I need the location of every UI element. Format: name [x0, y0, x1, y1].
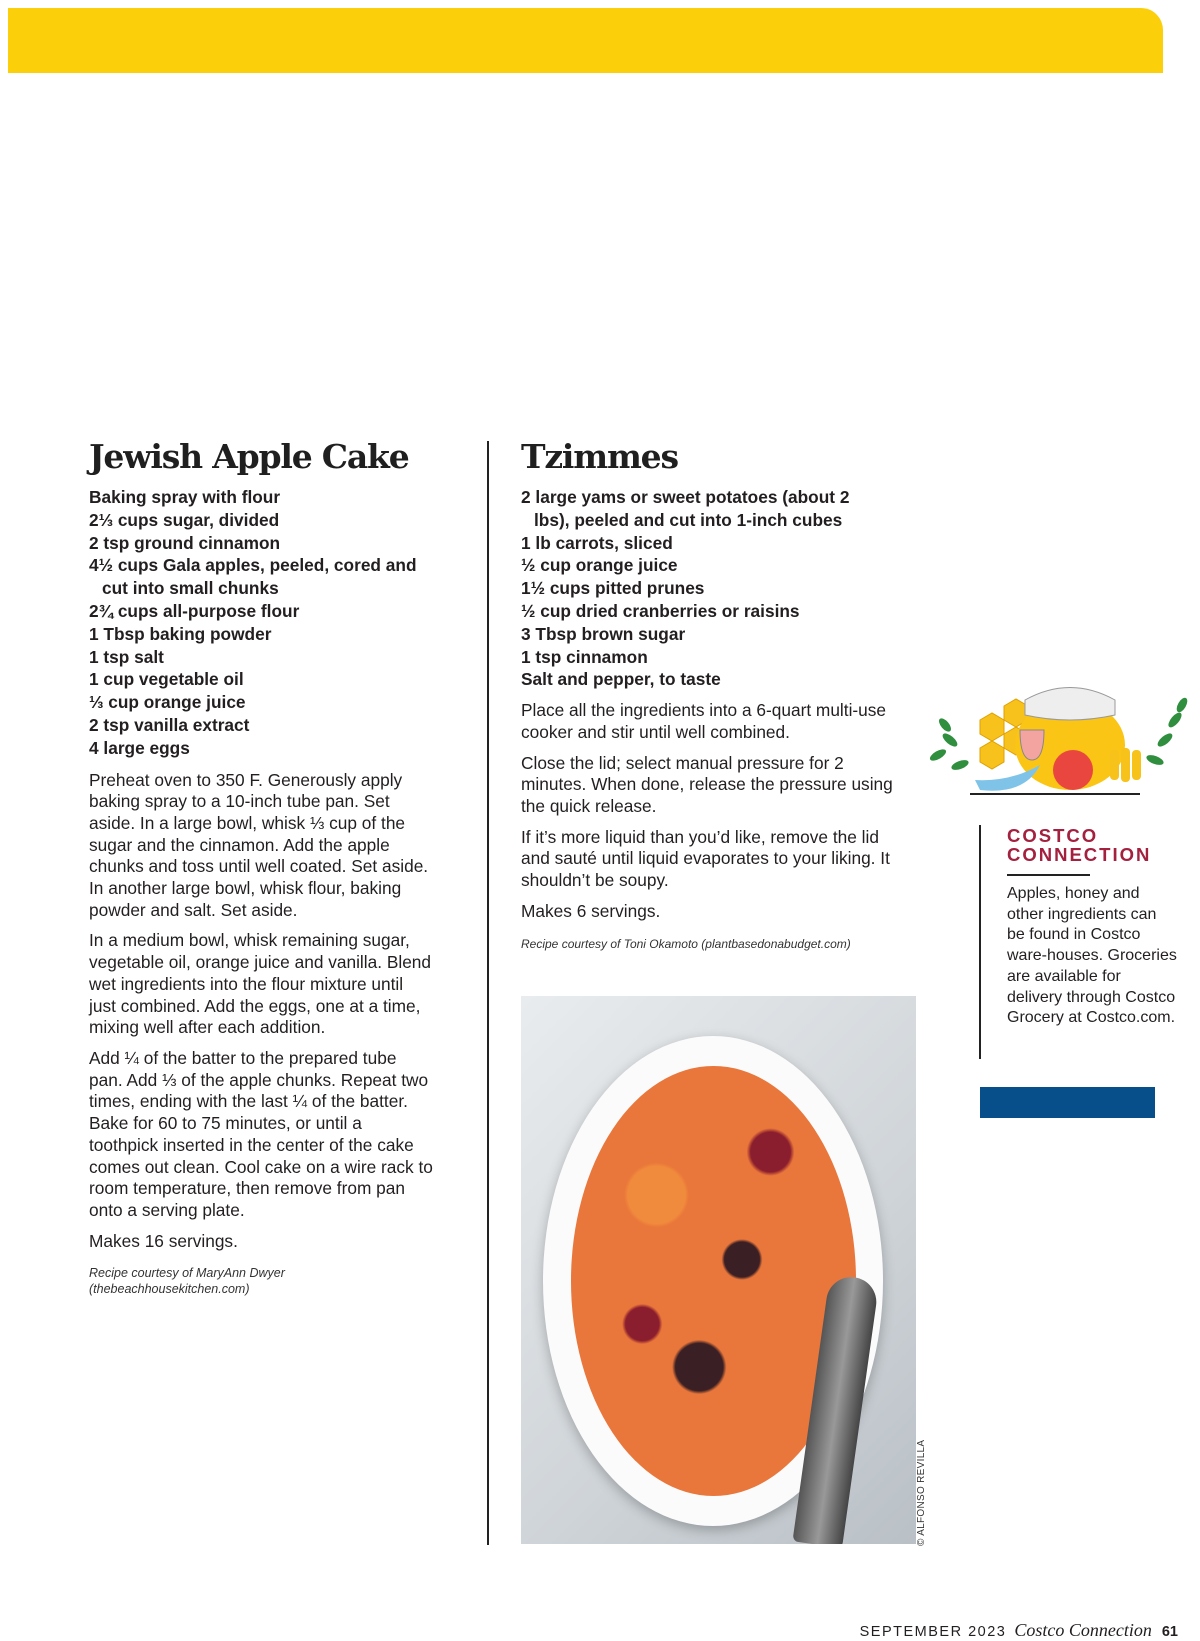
sidebar-rule — [979, 825, 981, 1059]
recipe-title: Jewish Apple Cake — [89, 437, 409, 476]
sidebar-heading — [1007, 826, 1177, 864]
tzimmes-photo — [521, 996, 916, 1544]
ingredient: 1 tsp salt — [89, 646, 164, 667]
ingredient: 4 large eggs — [89, 737, 190, 758]
ingredient: 1½ cups pitted prunes — [521, 578, 705, 599]
ingredient: 2⅓ cups sugar, divided — [89, 509, 280, 530]
instruction-step: Preheat oven to 350 F. Generously apply baking spray to a 10-inch tube pan. Set aside. In a large bowl, whisk ⅓ cup of the sugar and the cinnamon. Add the apple chunks and toss until well coated. Set aside. In another large bowl, whisk flour, baking powder and salt. Set aside. — [89, 769, 429, 920]
ingredient: 4½ cups Gala apples, peeled, cored and cut into small chunks — [89, 555, 417, 599]
instruction-step: Close the lid; select manual pressure for 2 minutes. When done, release the pressure using the quick release. — [521, 752, 893, 816]
ingredient: Baking spray with flour — [89, 487, 281, 507]
recipe-yield: Makes 6 servings. — [521, 900, 661, 921]
yellow-header-banner — [8, 8, 1163, 73]
instruction-step: If it’s more liquid than you’d like, remove the lid and sauté until liquid evaporates to your liking. It shouldn’t be soupy. — [521, 826, 890, 891]
sidebar-body: Apples, honey and other ingredients can be found in Costco ware-houses. Groceries are available for delivery through Costco Grocery at Costco.com. — [1007, 885, 1177, 1027]
ingredient: 1 Tbsp baking powder — [89, 623, 272, 644]
apple-icon — [1053, 750, 1093, 790]
credit-url: (thebeachhousekitchen.com) — [89, 1282, 250, 1297]
ingredient: 2 tsp ground cinnamon — [89, 532, 281, 553]
instruction-step: Add ¼ of the batter to the prepared tube pan. Add ⅓ of the apple chunks. Repeat two times, ending with the last ¼ of the batter. Bake for 60 to 75 minutes, or until a toothpick inserted in the center of the cake comes out clean. Cool cake on a wire rack to room temperature, then remove from pan onto a serving plate. — [89, 1048, 433, 1220]
ingredient-list — [521, 486, 866, 691]
ingredient: 3 Tbsp brown sugar — [521, 623, 686, 644]
recipe-yield: Makes 16 servings. — [89, 1230, 238, 1251]
credit-line: Recipe courtesy of MaryAnn Dwyer — [89, 1266, 285, 1281]
honey-dipper-icon — [1110, 748, 1141, 782]
ingredient: 1 tsp cinnamon — [521, 646, 648, 667]
magazine-name: Costco Connection — [1014, 1620, 1152, 1640]
heading-line: CONNECTION — [1007, 844, 1152, 865]
recipe-title: Tzimmes — [521, 437, 678, 476]
ingredient: 2 large yams or sweet potatoes (about 2 lbs), peeled and cut into 1-inch cubes — [521, 487, 850, 530]
blue-accent-bar — [980, 1087, 1155, 1118]
instruction-step: In a medium bowl, whisk remaining sugar, vegetable oil, orange juice and vanilla. Blend wet ingredients into the flour mixture until just combined. Add the eggs, one at a time, mixing well after each addition. — [89, 930, 432, 1038]
column-divider — [487, 441, 489, 1545]
costco-connection-sidebar — [1007, 826, 1177, 1029]
ingredient: 2¾ cups all-purpose flour — [89, 600, 300, 621]
recipe-credit — [89, 1265, 434, 1297]
recipe-credit: Recipe courtesy of Toni Okamoto (plantbasedonabudget.com) — [521, 936, 851, 951]
photo-credit: © ALFONSO REVILLA — [916, 1439, 927, 1546]
ingredient: ⅓ cup orange juice — [89, 692, 246, 713]
ingredient: 2 tsp vanilla extract — [89, 714, 250, 735]
apple-cake-recipe — [89, 437, 434, 1297]
instruction-step: Place all the ingredients into a 6-quart multi-use cooker and stir until well combined. — [521, 700, 887, 742]
ingredient: Salt and pepper, to taste — [521, 669, 721, 690]
ingredient-list — [89, 486, 434, 760]
page-number: 61 — [1161, 1624, 1178, 1640]
ingredient: 1 lb carrots, sliced — [521, 532, 673, 553]
tzimmes-recipe — [521, 437, 916, 952]
heading-line: COSTCO — [1007, 825, 1099, 846]
issue-date: SEPTEMBER 2023 — [859, 1624, 1007, 1640]
ingredient: ½ cup dried cranberries or raisins — [521, 600, 800, 621]
page-footer — [0, 1620, 1200, 1641]
honey-apple-illustration — [920, 670, 1192, 800]
ingredient: ½ cup orange juice — [521, 555, 678, 576]
heading-underline — [1007, 874, 1090, 876]
ingredient: 1 cup vegetable oil — [89, 669, 244, 690]
